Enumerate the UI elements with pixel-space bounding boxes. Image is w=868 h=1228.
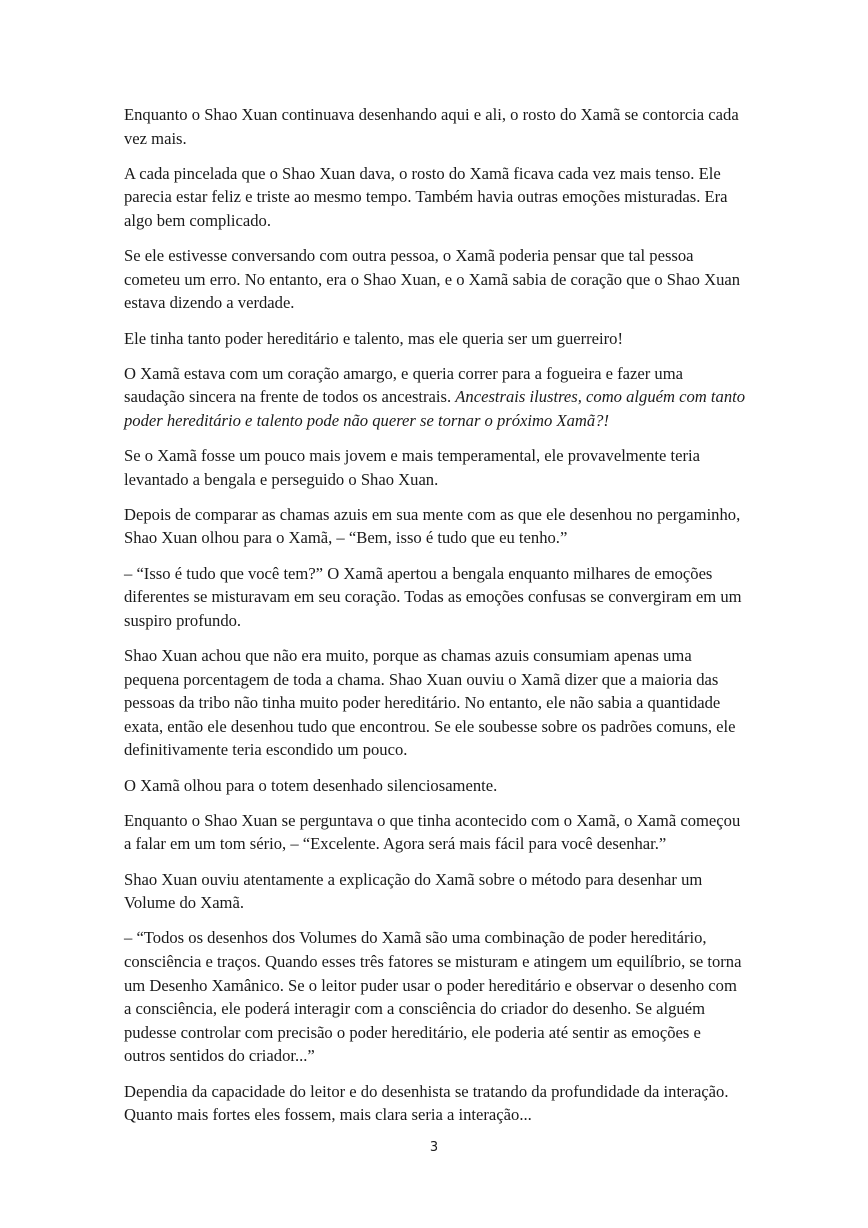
page-number: 3 bbox=[429, 1140, 439, 1155]
paragraph: Ele tinha tanto poder hereditário e talento, mas ele queria ser um guerreiro! bbox=[124, 328, 623, 348]
paragraph: O Xamã olhou para o totem desenhado silenciosamente. bbox=[124, 775, 498, 795]
paragraph: Enquanto o Shao Xuan se perguntava o que tinha acontecido com o Xamã, o Xamã começou a falar em um tom sério, – “Excelente. Agora será mais fácil para você desenhar.” bbox=[124, 810, 741, 854]
paragraph bbox=[124, 362, 746, 433]
paragraph: Se o Xamã fosse um pouco mais jovem e mais temperamental, ele provavelmente teria levantado a bengala e perseguido o Shao Xuan. bbox=[124, 446, 700, 489]
paragraph: Se ele estivesse conversando com outra pessoa, o Xamã poderia pensar que tal pessoa cometeu um erro. No entanto, era o Shao Xuan, e o Xamã sabia de coração que o Shao Xuan estava dizendo a verdade. bbox=[124, 246, 741, 313]
paragraph: Dependia da capacidade do leitor e do desenhista se tratando da profundidade da interação. Quanto mais fortes eles fossem, mais clara seria a interação... bbox=[124, 1081, 729, 1125]
italic-thought: Ancestrais ilustres, como alguém com tanto poder hereditário e talento pode não querer se tornar o próximo Xamã?! bbox=[124, 387, 746, 430]
paragraph: – “Isso é tudo que você tem?” O Xamã apertou a bengala enquanto milhares de emoções diferentes se misturavam em seu coração. Todas as emoções confusas se convergiram em um suspiro profundo. bbox=[124, 563, 742, 630]
paragraph: – “Todos os desenhos dos Volumes do Xamã são uma combinação de poder hereditário, consciência e traços. Quando esses três fatores se misturam e atingem um equilíbrio, se torna um Desenho Xamânico. Se o leitor puder usar o poder hereditário e observar o desenho com a consciência, ele poderá interagir com a consciência do criador do desenho. Se alguém pudesse controlar com precisão o poder hereditário, ele poderia até sentir as emoções e outros sentidos do criador...” bbox=[124, 928, 742, 1066]
paragraph: Shao Xuan achou que não era muito, porque as chamas azuis consumiam apenas uma pequena porcentagem de toda a chama. Shao Xuan ouviu o Xamã dizer que a maioria das pessoas da tribo não tinha muito poder hereditário. No entanto, ele não sabia a quantidade exata, então ele desenhou tudo que encontrou. Se ele soubesse sobre os padrões comuns, ele definitivamente teria escondido um pouco. bbox=[124, 646, 736, 760]
paragraph-text: O Xamã estava com um coração amargo, e queria correr para a fogueira e fazer uma saudação sincera na frente de todos os ancestrais. bbox=[124, 363, 683, 407]
paragraph: Shao Xuan ouviu atentamente a explicação do Xamã sobre o método para desenhar um Volume do Xamã. bbox=[124, 869, 703, 913]
paragraph: A cada pincelada que o Shao Xuan dava, o rosto do Xamã ficava cada vez mais tenso. Ele parecia estar feliz e triste ao mesmo tempo. Também havia outras emoções misturadas. Era algo bem complicado. bbox=[124, 163, 728, 230]
paragraph: Depois de comparar as chamas azuis em sua mente com as que ele desenhou no pergaminho, Shao Xuan olhou para o Xamã, – “Bem, isso é tudo que eu tenho.” bbox=[124, 504, 741, 548]
paragraph: Enquanto o Shao Xuan continuava desenhando aqui e ali, o rosto do Xamã se contorcia cada vez mais. bbox=[124, 105, 739, 148]
body-text bbox=[124, 103, 746, 1138]
